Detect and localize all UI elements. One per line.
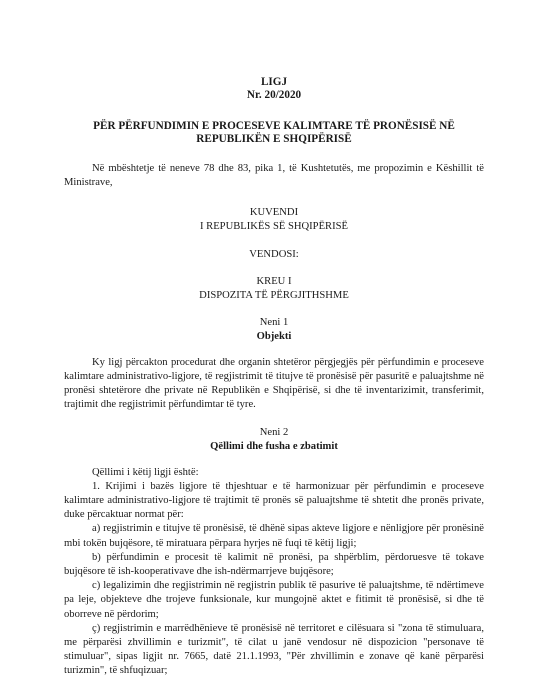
law-title-line1: PËR PËRFUNDIMIN E PROCESEVE KALIMTARE TË PRONËSISË NË: [93, 120, 455, 132]
article2-title: Qëllimi dhe fusha e zbatimit: [210, 440, 338, 452]
law-title-line2: REPUBLIKËN E SHQIPËRISË: [196, 133, 352, 145]
list-item: a) regjistrimin e titujve të pronësisë, të dhënë sipas akteve ligjore e nënligjore për pronësinë mbi tokën bujqësore, të miratuara përpara hyrjes në fuqi të këtij ligji;: [64, 523, 484, 549]
article2-point1: 1. Krijimi i bazës ligjore të thjeshtuar e të harmonizuar për përfundimin e proceseve kalimtare administrativo-ligjore të trajtimit të pronës së paluajtshme të shtetit dhe pronës private, duke përcaktuar normat për:: [64, 480, 484, 521]
article2-intro: Qëllimi i këtij ligji është:: [92, 466, 199, 478]
list-item: b) përfundimin e procesit të kalimit në pronësi, pa shpërblim, përdoruesve të tokave bujqësore të ish-kooperativave dhe ish-ndërmarrjeve bujqësore;: [64, 551, 484, 577]
list-item: ç) regjistrimin e marrëdhënieve të pronësisë në territoret e cilësuara si "zona të stimuluara, me përparësi zhvillimin e turizmit", të cilat u janë vendosur në dispozicion "personave të stimuluar", sipas ligjit nr. 7665, datë 21.1.1993, "Për zhvillimin e zonave që kanë përparësi turizmin", të shfuqizuar;: [64, 622, 484, 677]
article1-title: Objekti: [256, 330, 292, 342]
list-item: c) legalizimin dhe regjistrimin në regjistrin publik të pasurive të paluajtshme, të ndërtimeve pa leje, objekteve dhe trojeve funksionale, kur mungojnë aktet e fitimit të pronësisë, si dhe të oborreve në përdorim;: [64, 580, 484, 620]
decides: VENDOSI:: [249, 248, 299, 260]
article1-label: Neni 1: [259, 317, 289, 329]
article2-label: Neni 2: [259, 427, 289, 439]
law-number: Nr. 20/2020: [246, 89, 302, 101]
chapter-label: KREU I: [256, 276, 292, 288]
chapter-title: DISPOZITA TË PËRGJITHSHME: [199, 289, 349, 301]
law-label: LIGJ: [260, 76, 288, 88]
assembly-line1: KUVENDI: [249, 207, 299, 219]
article1-text: Ky ligj përcakton procedurat dhe organin shtetëror përgjegjës për përfundimin e proceseve kalimtare administrativo-ligjore, të regjistrimit të titujve të pronësisë për pasuritë e paluajtshme në pronësi shtetërore dhe private në Republikën e Shqipërisë, si dhe të inventarizimit, transferimit, trajtimit dhe regjistrimit përfundimtar të tyre.: [64, 356, 484, 411]
assembly-line2: I REPUBLIKËS SË SHQIPËRISË: [199, 221, 349, 232]
preamble: Në mbështetje të neneve 78 dhe 83, pika 1, të Kushtetutës, me propozimin e Këshillit të Ministrave,: [64, 163, 484, 189]
